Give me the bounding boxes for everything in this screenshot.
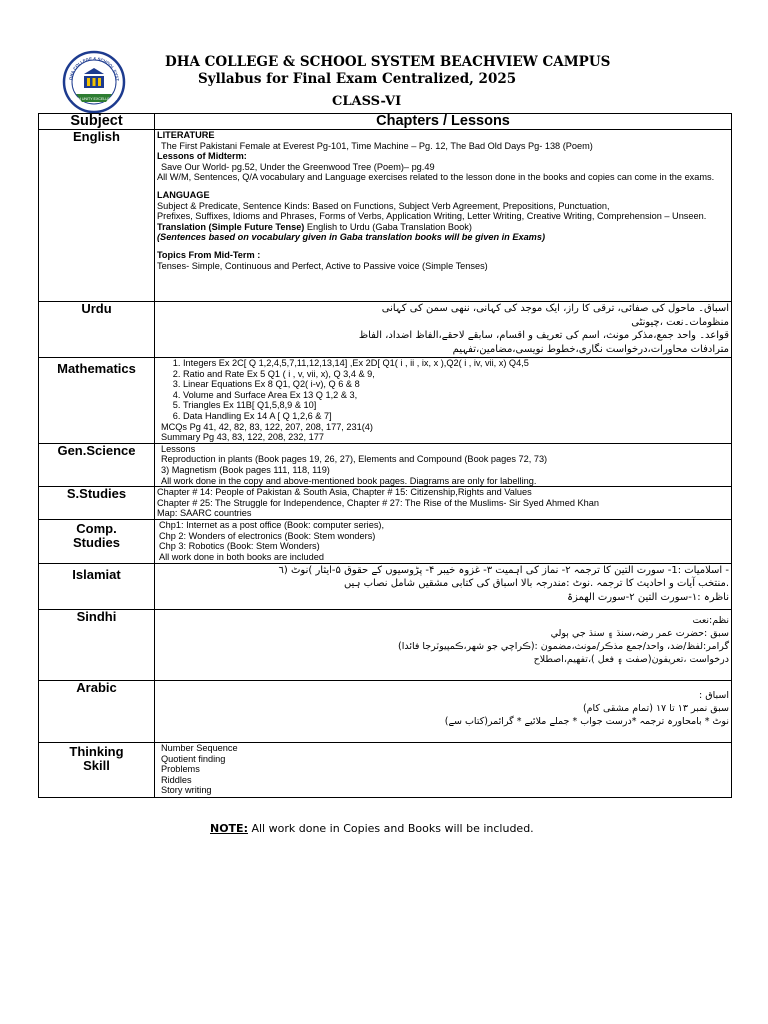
list-item: 1. Integers Ex 2C[ Q 1,2,4,5,7,11,12,13,14] ,Ex 2D[ Q1( i , ii , ix, x ),Q2( i , iv, vii, x) Q4,5: [183, 358, 731, 369]
class-label: CLASS-VI: [332, 94, 402, 109]
islamiat-content: [155, 563, 732, 609]
subject-mathematics: Mathematics: [39, 358, 155, 444]
table-header-row: [39, 114, 732, 130]
row-urdu: [39, 302, 732, 358]
translation-text: English to Urdu (Gaba Translation Book): [304, 221, 472, 232]
sstudies-content: [155, 487, 732, 520]
sindhi-line-1: نظم:نعت: [692, 614, 729, 626]
exam-subtitle: Syllabus for Final Exam Centralized, 2025: [198, 71, 517, 87]
subject-comp-line-2: Studies: [73, 534, 120, 550]
logo-text: DHA COLLEGE & SCHOOL SYST: [68, 55, 121, 82]
urdu-line-3: قواعد۔ واحد جمع،مذکر مونث، اسم کی تعریف و اقسام، سابقے لاحقے،الفاظ اضداد، الفاظ: [358, 330, 729, 341]
subject-english: English: [39, 130, 155, 302]
sstudies-line-1: Chapter # 14: People of Pakistan & South Asia, Chapter # 15: Citizenship,Rights and Values: [157, 487, 532, 498]
row-sstudies: [39, 487, 732, 520]
col-chapters: Chapters / Lessons: [155, 114, 732, 130]
row-arabic: [39, 680, 732, 742]
arabic-content: [155, 680, 732, 742]
sindhi-content: [155, 609, 732, 680]
science-line-4: All work done in the copy and above-mentioned book pages. Diagrams are only for labelling.: [161, 475, 537, 486]
row-comp-studies: [39, 519, 732, 563]
islamiat-line-2: .منتخب آیات و احادیث کا ترجمہ .نوٹ :مندرجہ بالا اسباق کی کتابی مشقیں شامل نصاب ہیں: [343, 578, 729, 590]
note-text: All work done in Copies and Books will be included.: [247, 822, 534, 835]
urdu-content: [155, 302, 732, 358]
sindhi-line-4: درخواست ،تعريفون(صفت ۽ فعل )،تفهيم،اصطلاح: [533, 653, 729, 665]
science-line-1: Lessons: [161, 443, 196, 454]
col-subject: Subject: [39, 114, 155, 130]
subject-arabic: Arabic: [39, 680, 155, 742]
midterm-heading: Lessons of Midterm:: [157, 151, 247, 162]
row-mathematics: [39, 358, 732, 444]
arabic-line-2: سبق نمبر ۱۳ تا ۱۷ (تمام مشقی کام): [582, 702, 729, 714]
maths-summary: Summary Pg 43, 83, 122, 208, 232, 177: [161, 432, 324, 443]
maths-content: [155, 358, 732, 444]
subject-comp-studies: [39, 519, 155, 563]
comp-line-2: Chp 2: Wonders of electronics (Book: Stem wonders): [159, 530, 376, 541]
footer-note: [210, 822, 534, 835]
sstudies-line-2: Chapter # 25: The Struggle for Independence, Chapter # 27: The Rise of the Muslims- Sir Syed Ahmed Khan: [157, 497, 599, 508]
row-thinking-skill: [39, 742, 732, 797]
list-item: 5. Triangles Ex 11B[ Q1,5,8,9 & 10]: [183, 400, 731, 411]
subject-thinking-line-2: Skill: [83, 757, 110, 773]
language-heading: LANGUAGE: [157, 189, 210, 200]
list-item: 4. Volume and Surface Area Ex 13 Q 1,2 & 3,: [183, 390, 731, 401]
sstudies-line-3: Map: SAARC countries: [157, 508, 252, 519]
topics-heading: Topics From Mid-Term :: [157, 249, 261, 260]
urdu-line-4: مترادفات محاورات،درخواست نگاری،خطوط نویسی،مضامین،تفہیم: [452, 343, 729, 355]
sindhi-line-2: سبق :حضرت عمر رضہ،سنڌ ۽ سنڌ جي ٻولي: [550, 627, 729, 639]
maths-mcqs: MCQs Pg 41, 42, 82, 83, 122, 207, 208, 177, 231(4): [161, 421, 373, 432]
science-line-2: Reproduction in plants (Book pages 19, 26, 27), Elements and Compound (Book pages 72, 73): [161, 454, 548, 465]
translation-line: [157, 222, 731, 233]
logo-motto: FAITH UNITY EXCELLENCE: [70, 97, 118, 101]
english-content: [155, 130, 732, 302]
note-label: NOTE:: [210, 822, 248, 835]
midterm-line: Save Our World- pg.52, Under the Greenwood Tree (Poem)– pg.49: [161, 161, 435, 172]
literature-heading: LITERATURE: [157, 130, 215, 140]
comp-line-3: Chp 3: Robotics (Book: Stem Wonders): [159, 541, 320, 552]
list-item: Story writing: [161, 785, 212, 796]
list-item: Quotient finding: [161, 753, 226, 764]
school-logo: [62, 48, 126, 116]
subject-thinking-skill: [39, 742, 155, 797]
literature-line: The First Pakistani Female at Everest Pg-101, Time Machine – Pg. 12, The Bad Old Days Pg- 138 (Poem): [161, 140, 593, 151]
subject-sindhi: Sindhi: [39, 609, 155, 680]
row-science: [39, 443, 732, 486]
list-item: 6. Data Handling Ex 14 A [ Q 1,2,6 & 7]: [183, 411, 731, 422]
row-sindhi: [39, 609, 732, 680]
translation-heading: Translation (Simple Future Tense): [157, 221, 305, 232]
list-item: Riddles: [161, 774, 192, 785]
row-english: [39, 130, 732, 302]
urdu-line-1: اسباق۔ ماحول کی صفائی، ترقی کا راز، ایک موجد کی کہانی، ننھی سمن کی کہانی: [381, 303, 729, 314]
subject-urdu: Urdu: [39, 302, 155, 358]
subject-comp-line-1: Comp.: [76, 520, 117, 536]
comp-content: [155, 519, 732, 563]
subject-science: Gen.Science: [39, 443, 155, 486]
islamiat-line-1: - اسلامیات :1- سورت التین کا ترجمہ ۲- نماز کی اہمیت ۳- غزوہ خیبر ۴- پڑوسیوں کے حقوق ۵-ایثار )نوٹ (٦: [278, 564, 729, 576]
list-item: 2. Ratio and Rate Ex 5 Q1 ( i , v, vii, x), Q 3,4 & 9,: [183, 369, 731, 380]
language-line-2: Prefixes, Suffixes, Idioms and Phrases, Forms of Verbs, Application Writing, Letter Writing, Creative Writing, Comprehension – Unseen.: [157, 211, 707, 222]
syllabus-table: [38, 113, 732, 798]
sindhi-line-3: گرامر:لفظ/ضد، واحد/جمع مذڪر/مونث،مضمون :(ڪراچي جو شهر،ڪمپيوٽرجا فائدا): [397, 640, 729, 652]
urdu-line-2: منظومات۔نعت ،چیونٹی: [631, 316, 729, 328]
comp-line-4: All work done in both books are included: [159, 551, 324, 562]
subject-sstudies: S.Studies: [39, 487, 155, 520]
thinking-content: [155, 742, 732, 797]
subject-islamiat: Islamiat: [39, 563, 155, 609]
subject-thinking-line-1: Thinking: [69, 743, 124, 759]
arabic-line-1: اسباق :: [699, 689, 729, 701]
list-item: Problems: [161, 764, 200, 775]
school-title: DHA COLLEGE & SCHOOL SYSTEM BEACHVIEW CAMPUS: [165, 54, 611, 70]
all-work-note: All W/M, Sentences, Q/A vocabulary and Language exercises related to the lesson done in the books and copies can come in the exams.: [157, 172, 715, 183]
arabic-line-3: نوٹ * بامحاورہ ترجمہ *درست جواب * جملے ملائیے * گرائمر(کتاب سے): [444, 715, 729, 727]
maths-list: [161, 358, 731, 422]
comp-line-1: Chp1: Internet as a post office (Book: computer series),: [159, 519, 385, 530]
topics-line: Tenses- Simple, Continuous and Perfect, Active to Passive voice (Simple Tenses): [157, 260, 488, 271]
row-islamiat: [39, 563, 732, 609]
translation-note: (Sentences based on vocabulary given in Gaba translation books will be given in Exams): [157, 232, 546, 243]
science-line-3: 3) Magnetism (Book pages 111, 118, 119): [161, 464, 330, 475]
science-content: [155, 443, 732, 486]
language-line-1: Subject & Predicate, Sentence Kinds: Based on Functions, Subject Verb Agreement, Prepositions, Punctuation,: [157, 200, 610, 211]
list-item: 3. Linear Equations Ex 8 Q1, Q2( i-v), Q 6 & 8: [183, 379, 731, 390]
islamiat-line-3: ناظرہ :۱-سورت التین ۲-سورت الھمزۃ: [567, 591, 729, 603]
list-item: Number Sequence: [161, 742, 238, 753]
